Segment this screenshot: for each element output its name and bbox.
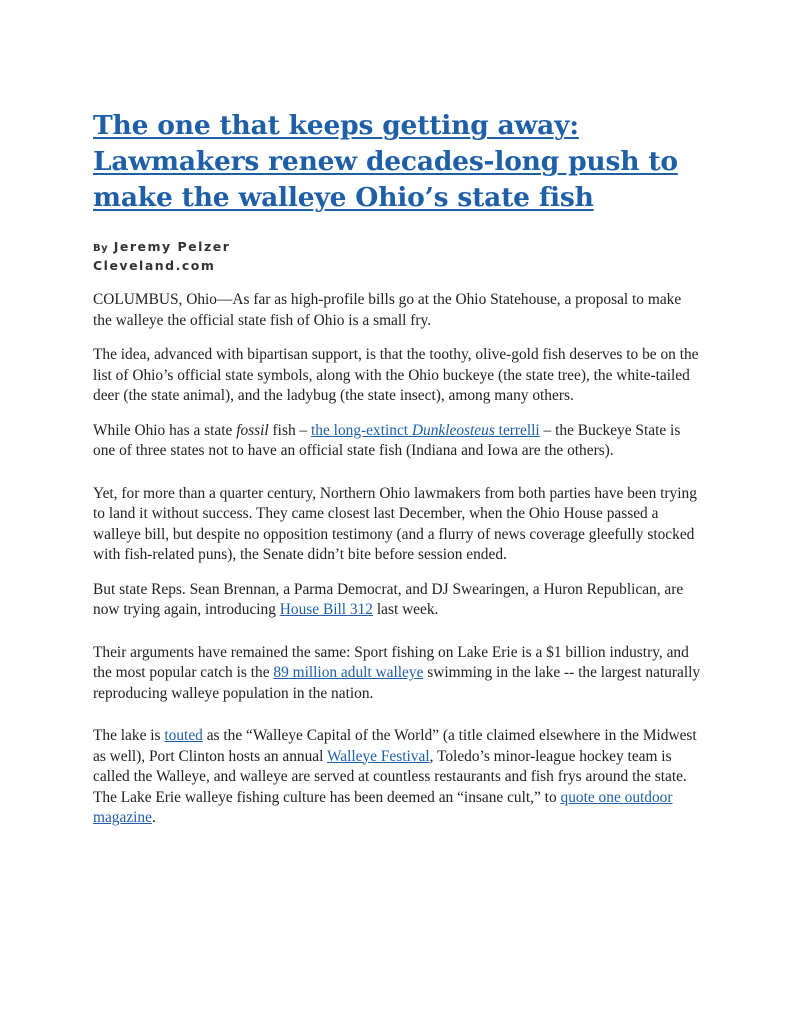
- paragraph-6: [93, 643, 701, 705]
- dunkleosteus-link-italic[interactable]: Dunkleosteus: [411, 421, 495, 439]
- paragraph-2: The idea, advanced with bipartisan support, is that the toothy, olive-gold fish deserves to be on the list of Ohio’s official state symbols, along with the Ohio buckeye (the state tree), the white-tailed deer (the state animal), and the ladybug (the state insect), among many others.: [93, 346, 699, 404]
- byline-by: By: [93, 243, 109, 254]
- article-body: [93, 290, 701, 829]
- paragraph-4: Yet, for more than a quarter century, Northern Ohio lawmakers from both parties have been trying to land it without success. They came closest last December, when the Ohio House passed a walleye bill, but despite no opposition testimony (and a flurry of news coverage gleefully stocked with fish-related puns), the Senate didn’t bite before session ended.: [93, 484, 697, 563]
- p3-fossil: fossil: [236, 421, 269, 439]
- p3-text-3: – the Buckeye State is one of three states not to have an official state fish (Indiana and Iowa are the others).: [93, 421, 681, 459]
- p6-text-2: swimming in the lake -- the largest naturally reproducing walleye population in the nation.: [93, 664, 701, 702]
- dunkleosteus-link-text-2[interactable]: terrelli: [494, 421, 540, 439]
- p7-text-4: .: [151, 809, 156, 826]
- p3-text-1: While Ohio has a state: [93, 421, 237, 439]
- paragraph-5: [93, 580, 701, 621]
- p7-text-1: The lake is: [93, 727, 165, 744]
- house-bill-link[interactable]: House Bill 312: [279, 601, 373, 618]
- article: [93, 108, 701, 843]
- byline-author: Jeremy Pelzer: [113, 239, 231, 254]
- byline: [93, 237, 701, 274]
- touted-link[interactable]: touted: [164, 727, 203, 744]
- dunkleosteus-link-text-1[interactable]: the long-extinct: [311, 421, 412, 439]
- p5-text-2: last week.: [373, 601, 439, 618]
- paragraph-1: COLUMBUS, Ohio—As far as high-profile bills go at the Ohio Statehouse, a proposal to make the walleye the official state fish of Ohio is a small fry.: [93, 291, 682, 329]
- p3-text-2: fish –: [268, 421, 312, 439]
- walleye-count-link[interactable]: 89 million adult walleye: [273, 664, 424, 681]
- walleye-festival-link[interactable]: Walleye Festival: [326, 747, 430, 765]
- headline[interactable]: The one that keeps getting away: Lawmakers renew decades-long push to make the walleye Ohio’s state fish: [93, 110, 678, 213]
- paragraph-7: [93, 726, 701, 829]
- p5-text-1: But state Reps. Sean Brennan, a Parma Democrat, and DJ Swearingen, a Huron Republican, are now trying again, introducing: [93, 580, 684, 618]
- byline-outlet: Cleveland.com: [93, 258, 216, 273]
- outdoor-magazine-link[interactable]: quote one outdoor magazine: [93, 788, 673, 826]
- paragraph-3: [93, 421, 701, 462]
- dunkleosteus-link[interactable]: [311, 422, 540, 439]
- p6-text-1: Their arguments have remained the same: Sport fishing on Lake Erie is a $1 billion industry, and the most popular catch is the: [93, 643, 689, 681]
- p7-text-2: as the “Walleye Capital of the World” (a title claimed elsewhere in the Midwest as well), Port Clinton hosts an annual: [93, 727, 697, 765]
- p7-text-3: , Toledo’s minor-league hockey team is called the Walleye, and walleye are served at countless restaurants and fish frys around the state. The Lake Erie walleye fishing culture has been deemed an “insane cult,” to: [93, 747, 687, 806]
